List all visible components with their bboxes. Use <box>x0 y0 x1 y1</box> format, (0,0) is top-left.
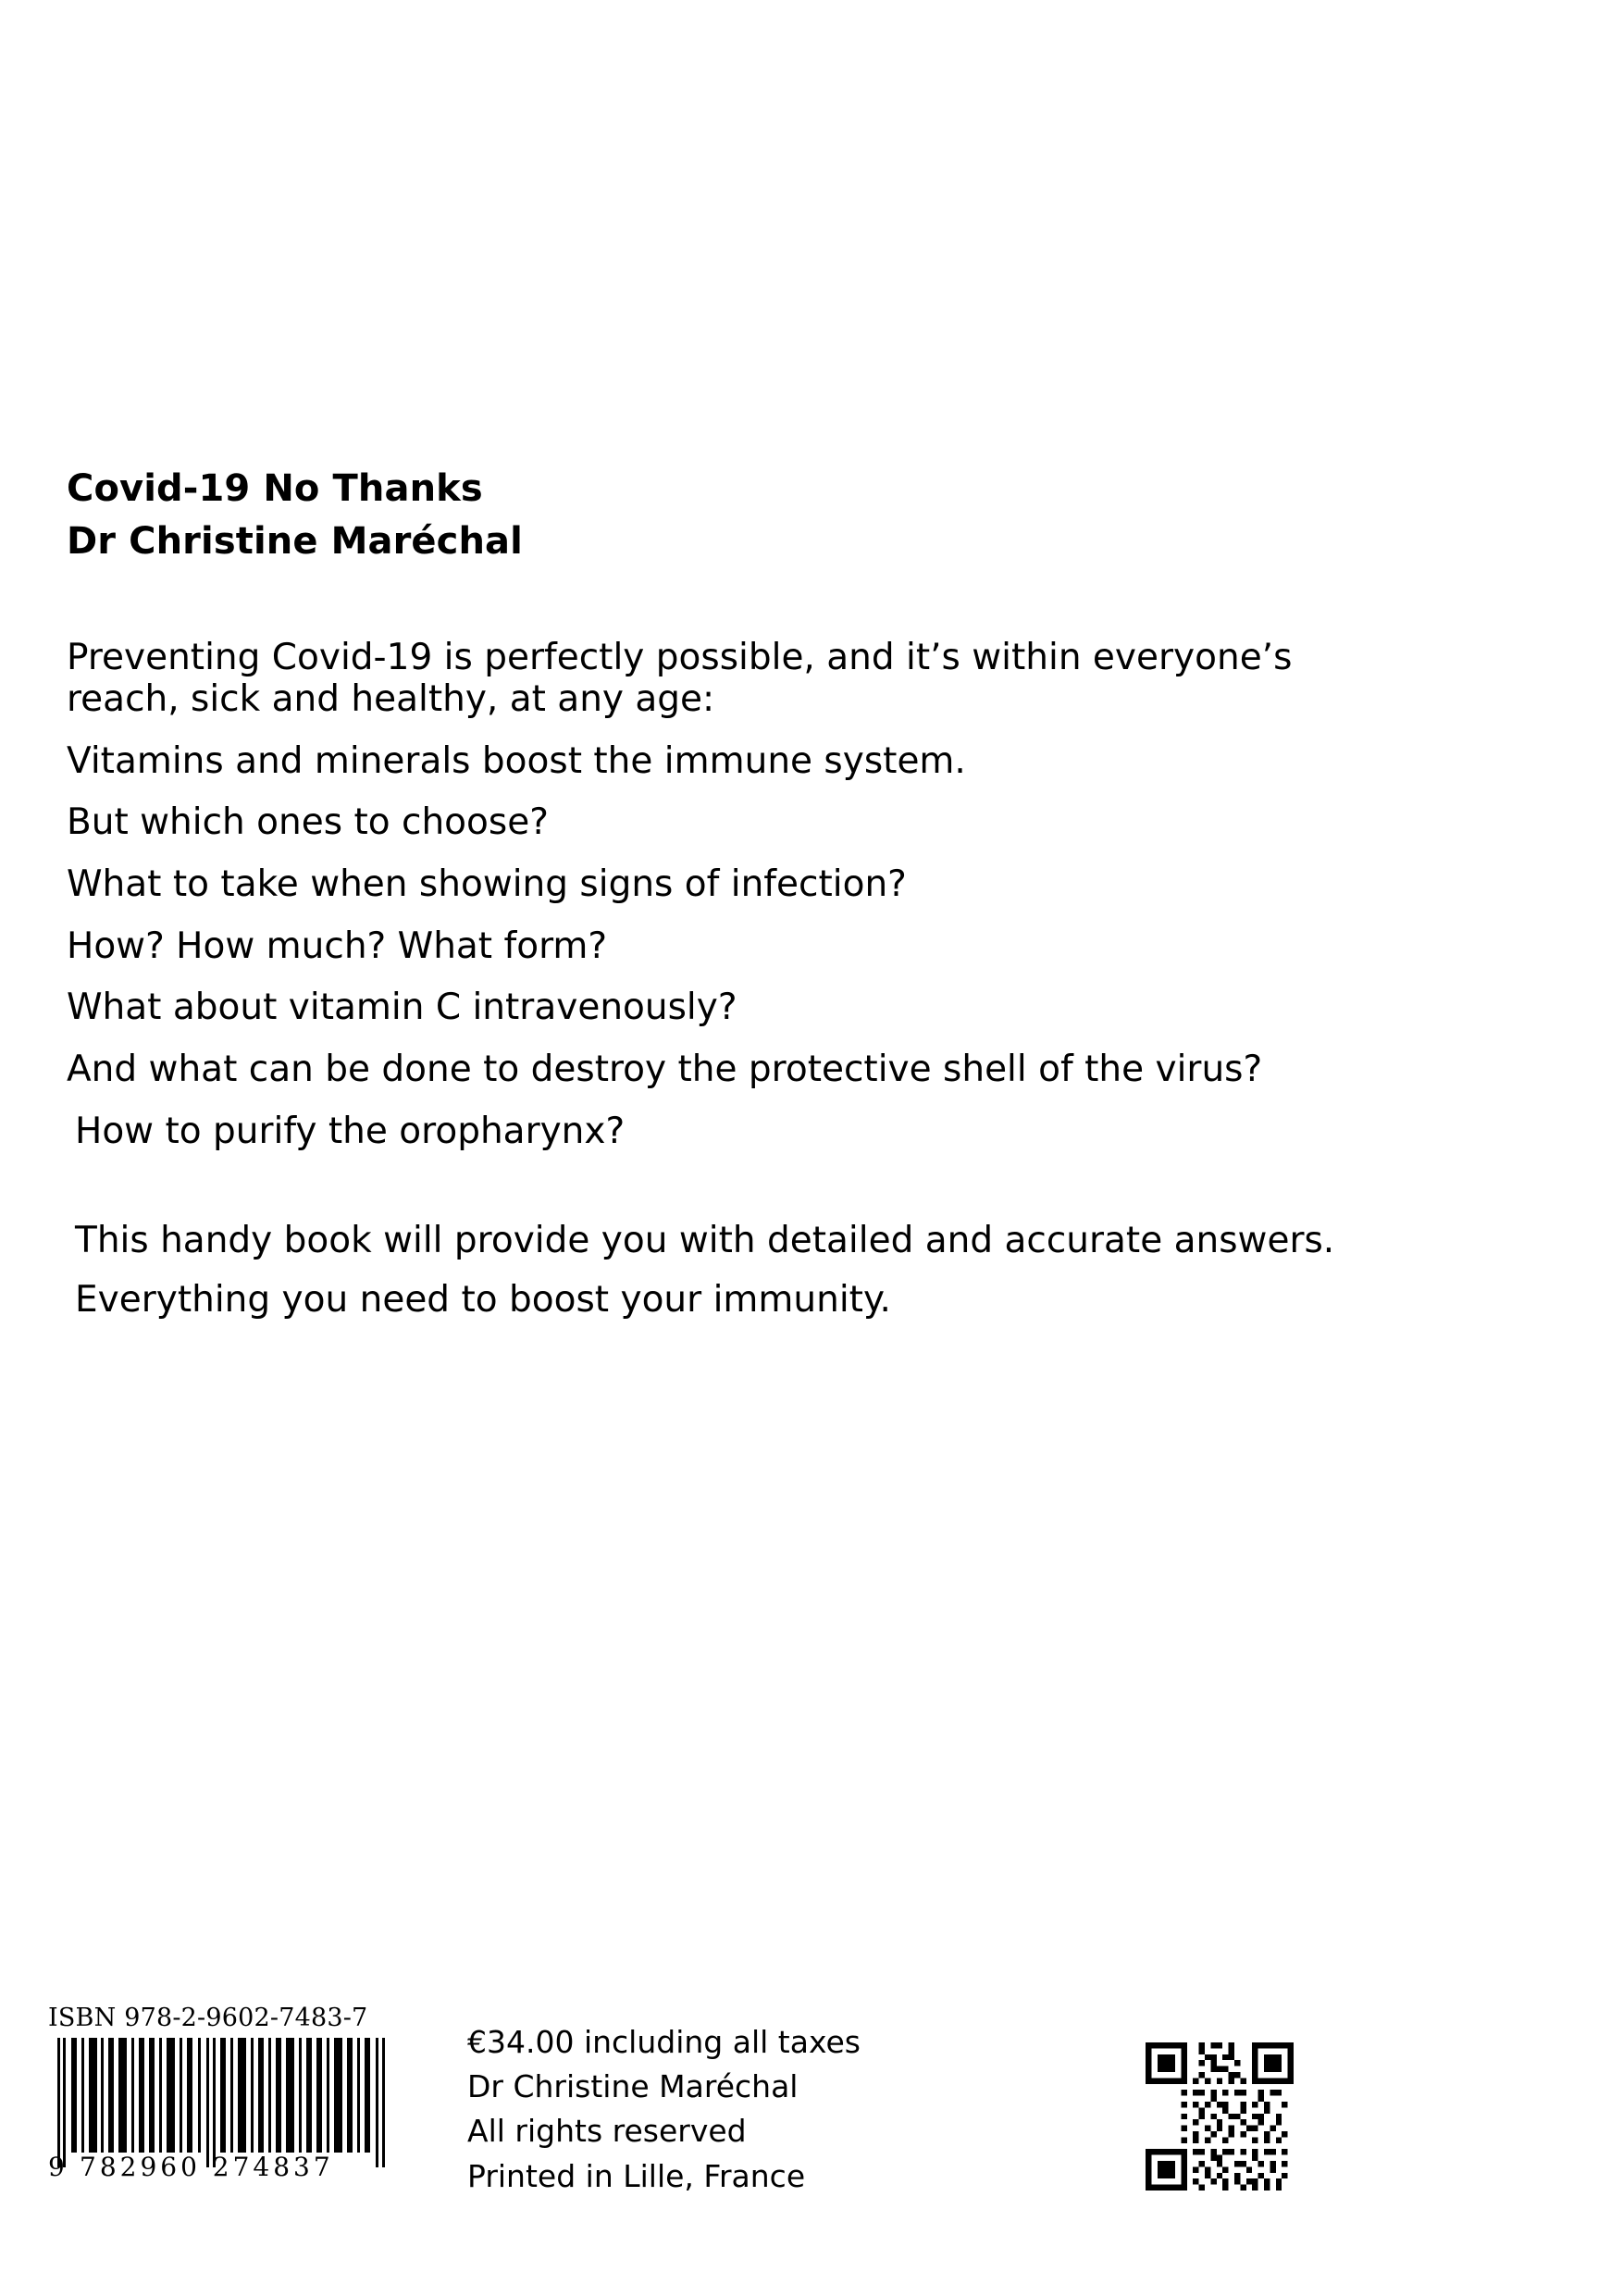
blurb-body <box>67 637 1408 1322</box>
author-heading: Dr Christine Maréchal <box>67 519 523 563</box>
credit-line: €34.00 including all taxes <box>467 2024 861 2060</box>
blurb-paragraph: How? How much? What form? <box>67 925 608 967</box>
barcode-bars <box>57 2038 398 2167</box>
footer <box>0 1985 1623 2296</box>
qr-code-icon <box>1146 2042 1294 2191</box>
closing-paragraph: This handy book will provide you with detailed and accurate answers. <box>75 1220 1335 1262</box>
credits-block <box>467 2020 861 2199</box>
page-title: Covid-19 No Thanks <box>67 467 483 510</box>
isbn-label: ISBN 978-2-9602-7483-7 <box>48 2004 368 2032</box>
barcode-area <box>48 2004 400 2182</box>
credit-line: All rights reserved <box>467 2113 747 2150</box>
barcode-main-digits: 782960 274837 <box>80 2152 334 2182</box>
credit-line: Dr Christine Maréchal <box>467 2068 799 2105</box>
blurb-paragraph: What to take when showing signs of infection? <box>67 863 907 906</box>
blurb-paragraph: And what can be done to destroy the protective shell of the virus? <box>67 1048 1263 1090</box>
blurb-paragraph: Vitamins and minerals boost the immune system. <box>67 739 966 782</box>
closing-paragraph: Everything you need to boost your immunity. <box>75 1278 891 1321</box>
blurb-section <box>67 463 1408 1337</box>
barcode-lead-digit: 9 <box>48 2152 68 2182</box>
title-block <box>67 463 1408 568</box>
blurb-paragraph: But which ones to choose? <box>67 801 549 844</box>
blurb-paragraph: Preventing Covid-19 is perfectly possible, and it’s within everyone’s reach, sick and healthy, at any age: <box>67 636 1293 721</box>
paragraph-spacer <box>67 1172 1408 1220</box>
blurb-paragraph: How to purify the oropharynx? <box>75 1110 626 1152</box>
blurb-paragraph: What about vitamin C intravenously? <box>67 987 737 1029</box>
credit-line: Printed in Lille, France <box>467 2157 806 2194</box>
barcode-icon <box>48 2038 398 2182</box>
closing-block <box>67 1220 1408 1321</box>
